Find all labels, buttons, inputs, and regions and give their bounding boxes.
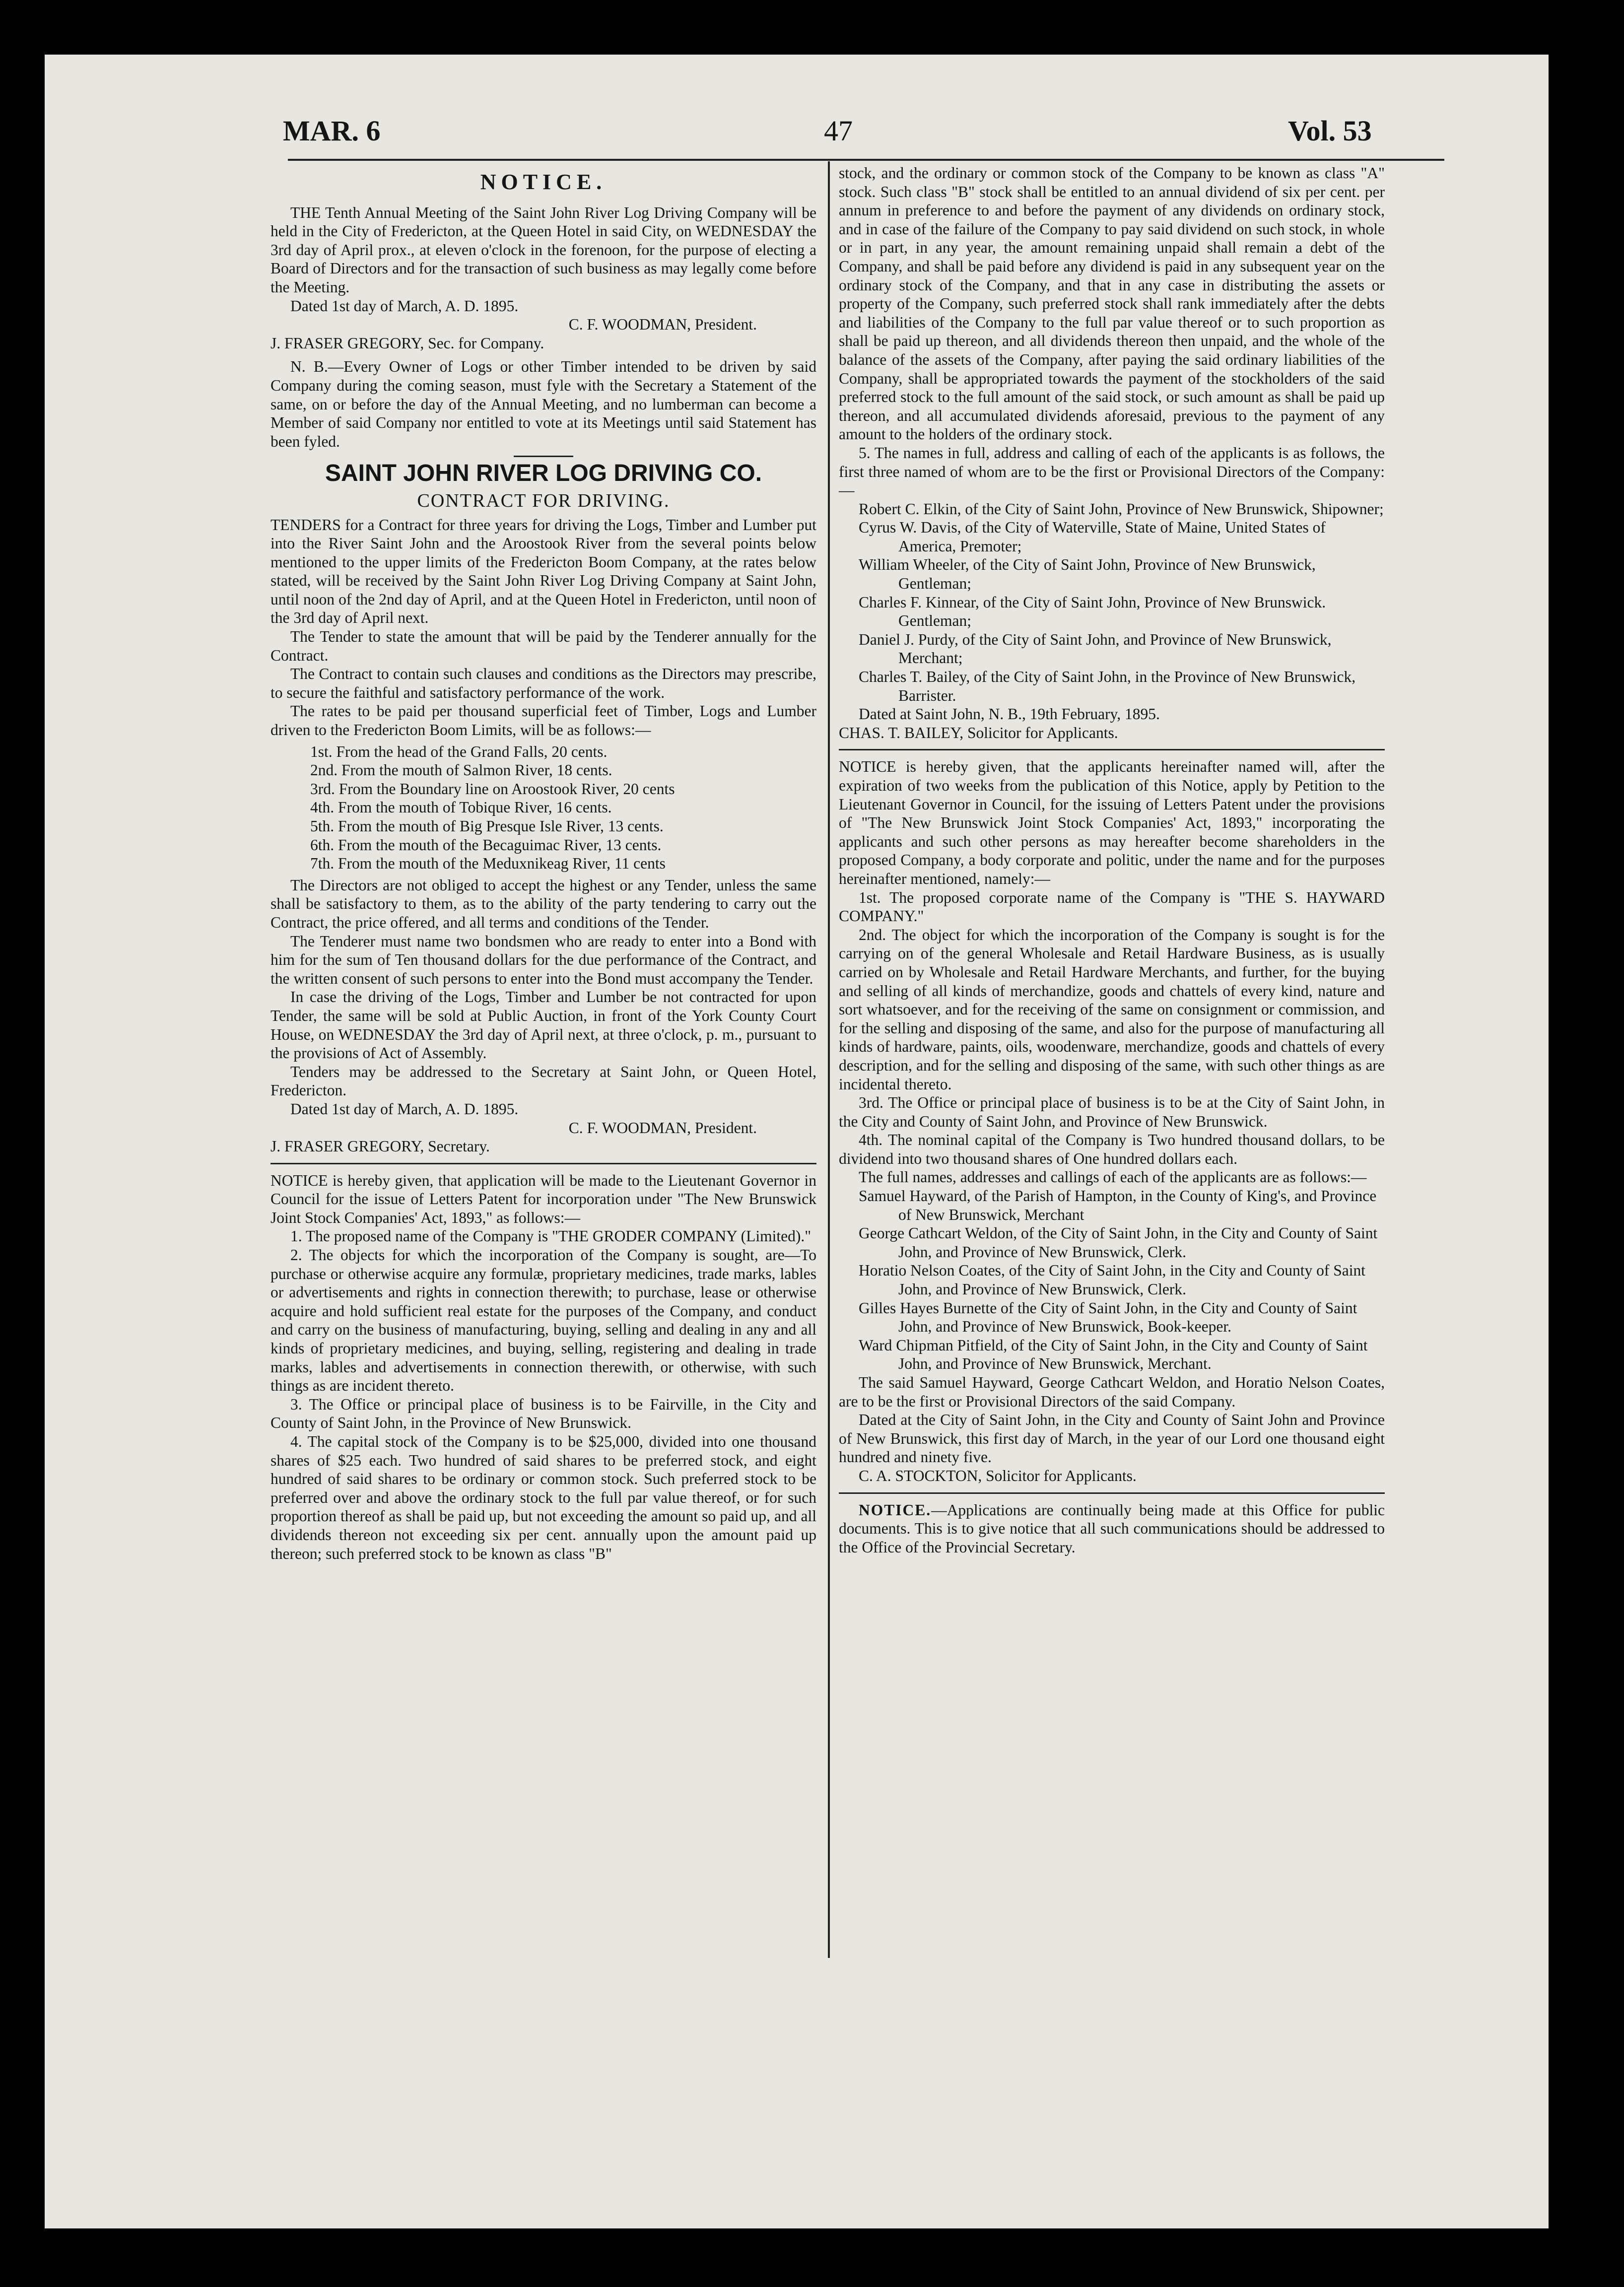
- notice-title: NOTICE.: [480, 170, 607, 194]
- applicant-entry: Cyrus W. Davis, of the City of Waterville, State of Maine, United States of America, Premoter;: [859, 519, 1326, 555]
- notice-signature-president: C. F. WOODMAN, President.: [568, 316, 757, 334]
- section-rule: [514, 456, 573, 457]
- groder-item-3: 3. The Office or principal place of business is to be Fairville, in the City and County of Saint John, in the Province of New Brunswick.: [271, 1395, 816, 1432]
- directors-paragraph: The Directors are not obliged to accept the highest or any Tender, unless the same shall be satisfactory to them, as to the ability of the party tendering to carry out the Contract, the price offered, and all terms and conditions of the Tender.: [271, 876, 816, 931]
- tenders-paragraph: TENDERS for a Contract for three years for driving the Logs, Timber and Lumber put into the River Saint John and the Aroostook River from the several points below mentioned to the upper limits of the Fredericton Boom Company, at the rates below stated, will be received by the Saint John River Log Driving Company at Saint John, until noon of the 2nd day of April, and at the Queen Hotel in Fredericton, until noon of the 3rd day of April next.: [271, 516, 816, 627]
- groder-item-1: 1. The proposed name of the Company is "THE GRODER COMPANY (Limited).": [290, 1227, 812, 1245]
- hayward-applicant: Ward Chipman Pitfield, of the City of Saint John, in the City and County of Saint John, and Province of New Brunswick, Merchant.: [859, 1336, 1368, 1373]
- issue-date: MAR. 6: [283, 115, 381, 147]
- volume-number: Vol. 53: [1288, 115, 1372, 147]
- rate-item: 3rd. From the Boundary line on Aroostook River, 20 cents: [310, 780, 675, 798]
- hayward-dated: Dated at the City of Saint John, in the City and County of Saint John and Province of New Brunswick, this first day of March, in the year of our Lord one thousand eight hundred and ninety five.: [839, 1411, 1385, 1466]
- hayward-item-4: 4th. The nominal capital of the Company is Two hundred thousand dollars, to be dividend into two thousand shares of One hundred dollars each.: [839, 1131, 1385, 1167]
- rate-item: 2nd. From the mouth of Salmon River, 18 cents.: [310, 761, 612, 779]
- final-notice-cap: NOTICE.: [859, 1501, 932, 1519]
- hayward-applicant: Gilles Hayes Burnette of the City of Saint John, in the City and County of Saint John, and Province of New Brunswick, Book-keeper.: [859, 1299, 1357, 1336]
- hayward-directors: The said Samuel Hayward, George Cathcart Weldon, and Horatio Nelson Coates, are to be the first or Provisional Directors of the said Company.: [839, 1374, 1385, 1410]
- hayward-item-3: 3rd. The Office or principal place of business is to be at the City of Saint John, in the City and County of Saint John, and Province of New Brunswick.: [839, 1094, 1385, 1130]
- groder-solicitor: CHAS. T. BAILEY, Solicitor for Applicants.: [839, 724, 1118, 741]
- hayward-names-intro: The full names, addresses and callings of each of the applicants are as follows:—: [859, 1168, 1367, 1186]
- page-number: 47: [824, 115, 853, 147]
- hayward-applicant: Horatio Nelson Coates, of the City of Saint John, in the City and County of Saint John, and Province of New Brunswick, Clerk.: [859, 1262, 1366, 1298]
- column-divider: [828, 161, 830, 1958]
- section-rule: [271, 1163, 816, 1164]
- final-notice-text: —Applications are continually being made at this Office for public documents. This is to give notice that all such communications should be addressed to the Office of the Provincial Secretary.: [839, 1501, 1385, 1556]
- rate-item: 1st. From the head of the Grand Falls, 20 cents.: [310, 742, 608, 760]
- groder-item-2: 2. The objects for which the incorporation of the Company is sought, are—To purchase or otherwise acquire any formulæ, proprietary medicines, trade marks, lables or advertisements and rights in connection therewith; to purchase, lease or otherwise acquire and hold sufficient real estate for the purposes of the Company, and conduct and carry on the business of manufacturing, buying, selling and dealing in any and all kinds of proprietary medicines, and buying, selling, registering and dealing in trade marks, lables and advertisements in connection therewith, or otherwise, with such things as are incident thereto.: [271, 1246, 816, 1395]
- bondsmen-paragraph: The Tenderer must name two bondsmen who are ready to enter into a Bond with him for the sum of Ten thousand dollars for the due performance of the Contract, and the written consent of such persons to enter into the Bond must accompany the Tender.: [271, 932, 816, 987]
- groder-dated: Dated at Saint John, N. B., 19th February, 1895.: [859, 705, 1160, 723]
- auction-paragraph: In case the driving of the Logs, Timber and Lumber be not contracted for upon Tender, the same will be sold at Public Auction, in front of the York County Court House, on WEDNESDAY the 3rd day of April next, at three o'clock, p. m., pursuant to the provisions of Act of Assembly.: [271, 988, 816, 1062]
- header-rule: [288, 159, 1444, 161]
- contract-subtitle: CONTRACT FOR DRIVING.: [417, 490, 670, 511]
- section-rule: [839, 749, 1385, 750]
- applicant-entry: William Wheeler, of the City of Saint John, Province of New Brunswick, Gentleman;: [859, 556, 1316, 593]
- right-column: [839, 164, 1385, 1556]
- rate-item: 6th. From the mouth of the Becaguimac River, 13 cents.: [310, 836, 662, 854]
- rates-list: [271, 742, 816, 873]
- left-column: [271, 164, 816, 1563]
- notice-signature-secretary: J. FRASER GREGORY, Sec. for Company.: [271, 334, 544, 352]
- hayward-applicant: Samuel Hayward, of the Parish of Hampton, in the County of King's, and Province of New Brunswick, Merchant: [859, 1187, 1377, 1223]
- meeting-notice: THE Tenth Annual Meeting of the Saint John River Log Driving Company will be held in the City of Fredericton, at the Queen Hotel in said City, on WEDNESDAY the 3rd day of April prox., at eleven o'clock in the forenoon, for the purpose of electing a Board of Directors and for the transaction of such business as may legally come before the Meeting.: [271, 203, 816, 296]
- contract-signature-secretary: J. FRASER GREGORY, Secretary.: [271, 1138, 490, 1155]
- applicant-entry: Daniel J. Purdy, of the City of Saint John, and Province of New Brunswick, Merchant;: [859, 630, 1332, 667]
- nota-bene: N. B.—Every Owner of Logs or other Timber intended to be driven by said Company during the coming season, must fyle with the Secretary a Statement of the same, on or before the day of the Annual Meeting, and no lumberman can become a Member of said Company nor entitled to vote at its Meetings until said Statement has been fyled.: [271, 358, 816, 450]
- final-notice: [839, 1501, 1385, 1557]
- rate-item: 4th. From the mouth of Tobique River, 16 cents.: [310, 799, 612, 816]
- groder-item-4: 4. The capital stock of the Company is to be $25,000, divided into one thousand shares of $25 each. Two hundred of said shares to be preferred stock, and eight hundred of said shares to be ordinary or common stock. Such preferred stock to be preferred over and above the ordinary stock to the full par value thereof, or for such proportion thereof as shall be paid up, but not exceeding the amount so paid up, and all dividends thereon not exceeding six per cent. annually upon the amount paid up thereon; such preferred stock to be known as class "B": [271, 1433, 816, 1562]
- contract-signature-president: C. F. WOODMAN, President.: [568, 1119, 757, 1137]
- gazette-page: [45, 55, 1549, 2228]
- company-title: SAINT JOHN RIVER LOG DRIVING CO.: [325, 460, 762, 487]
- notice-dated: Dated 1st day of March, A. D. 1895.: [290, 297, 519, 315]
- hayward-item-1: 1st. The proposed corporate name of the Company is "THE S. HAYWARD COMPANY.": [839, 888, 1385, 925]
- hayward-intro: NOTICE is hereby given, that the applicants hereinafter named will, after the expiration of two weeks from the publication of this Notice, apply by Petition to the Lieutenant Governor in Council, for the issuing of Letters Patent under the provisions of "The New Brunswick Joint Stock Companies' Act, 1893," incorporating the applicants and such other persons as may hereafter become shareholders in the proposed Company, a body corporate and politic, under the name and for the purposes hereinafter mentioned, namely:—: [839, 758, 1385, 887]
- address-paragraph: Tenders may be addressed to the Secretary at Saint John, or Queen Hotel, Fredericton.: [271, 1063, 816, 1099]
- tender-amount-paragraph: The Tender to state the amount that will be paid by the Tenderer annually for the Contract.: [271, 628, 816, 664]
- hayward-item-2: 2nd. The object for which the incorporation of the Company is sought is for the carrying on of the general Wholesale and Retail Hardware Business, as is usually carried on by Wholesale and Retail Hardware Merchants, and further, for the buying and selling of all kinds of merchandize, goods and chattels of every kind, nature and sort whatsoever, and for the receiving of the same on consignment or commission, and for the selling and disposing of the same, and also for the purpose of manufacturing all kinds of hardware, paints, oils, woodenware, merchandize, goods and chattels of every description, and for the selling and disposing of the same, with such other things as are incidental thereto.: [839, 926, 1385, 1093]
- applicant-entry: Charles T. Bailey, of the City of Saint John, in the Province of New Brunswick, Barrister.: [859, 668, 1356, 704]
- contract-clauses-paragraph: The Contract to contain such clauses and conditions as the Directors may prescribe, to secure the faithful and satisfactory performance of the work.: [271, 665, 816, 701]
- applicant-entry: Robert C. Elkin, of the City of Saint John, Province of New Brunswick, Shipowner;: [859, 500, 1384, 518]
- contract-dated: Dated 1st day of March, A. D. 1895.: [290, 1100, 519, 1118]
- hayward-applicant: George Cathcart Weldon, of the City of Saint John, in the City and County of Saint John, and Province of New Brunswick, Clerk.: [859, 1224, 1378, 1261]
- rate-item: 7th. From the mouth of the Meduxnikeag River, 11 cents: [310, 855, 666, 873]
- section-rule: [839, 1492, 1385, 1494]
- hayward-solicitor: C. A. STOCKTON, Solicitor for Applicants.: [859, 1467, 1137, 1484]
- applicant-entry: Charles F. Kinnear, of the City of Saint John, Province of New Brunswick. Gentleman;: [859, 593, 1326, 630]
- rate-item: 5th. From the mouth of Big Presque Isle River, 13 cents.: [310, 817, 664, 835]
- rates-paragraph: The rates to be paid per thousand superficial feet of Timber, Logs and Lumber driven to the Fredericton Boom Limits, will be as follows:—: [271, 702, 816, 739]
- groder-item-5: 5. The names in full, address and calling of each of the applicants is as follows, the first three named of whom are to be the first or Provisional Directors of the Company:—: [839, 444, 1385, 499]
- groder-continuation: stock, and the ordinary or common stock of the Company to be known as class "A" stock. Such class "B" stock shall be entitled to an annual dividend of six per cent. per annum in preference to and before the payment of any dividends on ordinary stock, and in case of the failure of the Company to pay said dividend on such stock, in whole or in part, in any year, the amount remaining unpaid shall remain a debt of the Company, and shall be paid before any dividend is paid in any subsequent year on the ordinary stock of the Company, and that in any case in distributing the assets or property of the Company, such preferred stock shall rank immediately after the debts and liabilities of the Company to the full par value thereof or to such proportion as shall be paid up thereon, and all dividends thereon then unpaid, and the whole of the balance of the assets of the Company, after paying the said ordinary liabilities of the Company, shall be appropriated towards the payment of the stockholders of the said preferred stock to the full amount of the said stock, or such amount as shall be paid up thereon, and all accumulated dividends aforesaid, previous to the payment of any amount to the holders of the ordinary stock.: [839, 164, 1385, 443]
- groder-intro: NOTICE is hereby given, that application will be made to the Lieutenant Governor in Council for the issue of Letters Patent for incorporation under "The New Brunswick Joint Stock Companies' Act, 1893," as follows:—: [271, 1171, 816, 1226]
